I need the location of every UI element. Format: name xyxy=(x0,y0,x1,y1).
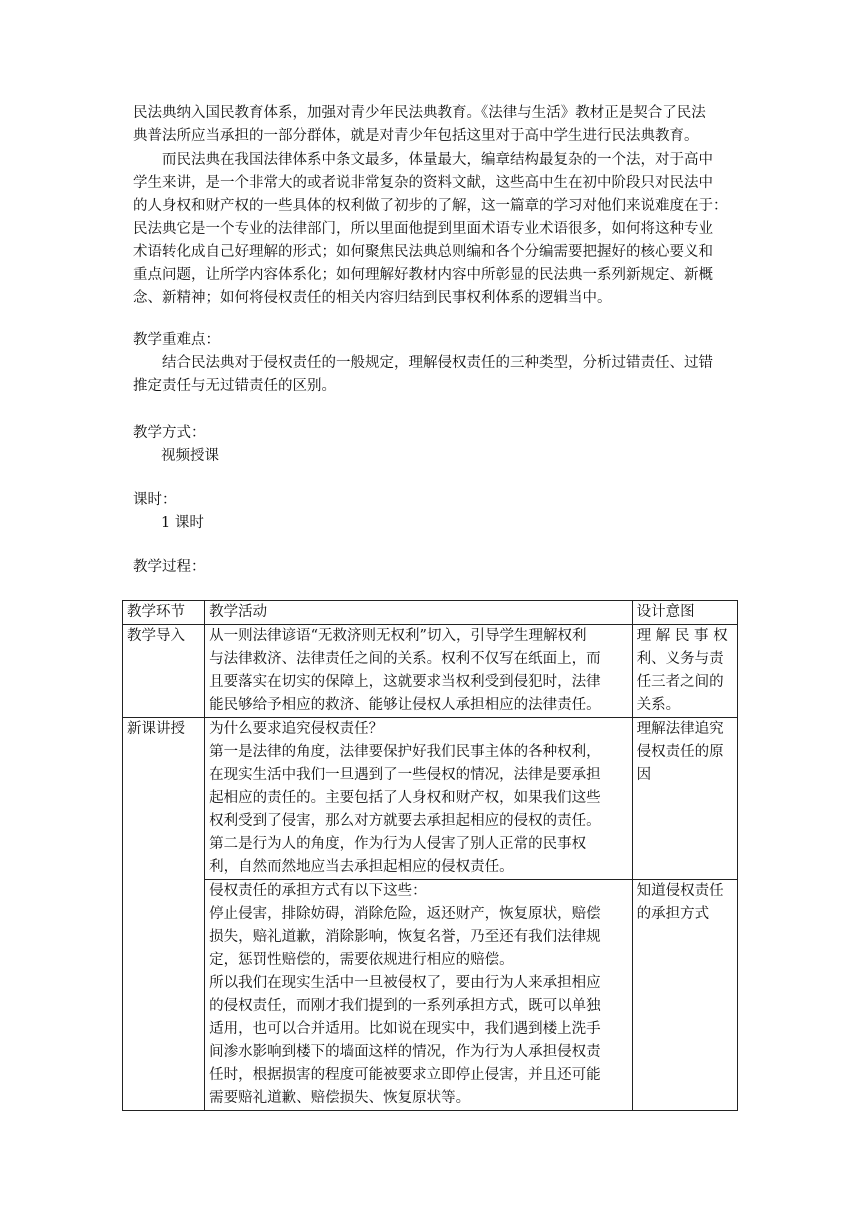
activity-cell xyxy=(205,718,633,880)
table-row xyxy=(123,625,738,718)
cell-line: 起相应的责任的。主要包括了人身权和财产权，如果我们这些 xyxy=(209,790,601,806)
stage-cell: 新课讲授 xyxy=(123,718,205,1111)
text-line: 典普法所应当承担的一部分群体，就是对青少年包括这里对于高中学生进行民法典教育。 xyxy=(133,128,699,144)
text-line: 重点问题，让所学内容体系化；如何理解好教材内容中所彰显的民法典一系列新规定、新概 xyxy=(133,267,713,283)
cell-line: 在现实生活中我们一旦遇到了一些侵权的情况，法律是要承担 xyxy=(209,767,601,783)
cell-line: 定，惩罚性赔偿的，需要依规进行相应的赔偿。 xyxy=(209,952,514,968)
text-line: 念、新精神；如何将侵权责任的相关内容归结到民事权利体系的逻辑当中。 xyxy=(133,290,612,306)
text-line: 的人身权和财产权的一些具体的权利做了初步的了解，这一篇章的学习对他们来说难度在于： xyxy=(133,198,728,214)
difficulty-paragraph xyxy=(133,149,737,310)
teaching-process-table xyxy=(122,600,738,1111)
cell-line: 侵权责任的承担方式有以下这些： xyxy=(209,883,427,899)
key-points-label: 教学重难点： xyxy=(133,332,220,348)
cell-line: 的侵权责任，而刚才我们提到的一系列承担方式，既可以单独 xyxy=(209,998,601,1014)
header-activity: 教学活动 xyxy=(205,601,633,625)
cell-line: 能民够给予相应的救济、能够让侵权人承担相应的法律责任。 xyxy=(209,697,601,713)
header-intent: 设计意图 xyxy=(632,601,737,625)
key-points-paragraph xyxy=(133,352,737,398)
cell-line: 第二是行为人的角度，作为行为人侵害了别人正常的民事权 xyxy=(209,836,587,852)
cell-line: 利、义务与责 xyxy=(636,651,724,667)
text-line: 结合民法典对于侵权责任的一般规定，理解侵权责任的三种类型，分析过错责任、过错 xyxy=(162,355,713,371)
table-header-row xyxy=(123,601,738,625)
cell-line: 任时，根据损害的程度可能被要求立即停止侵害，并且还可能 xyxy=(209,1067,601,1083)
method-label: 教学方式： xyxy=(133,425,206,441)
text-line: 而民法典在我国法律体系中条文最多，体量最大，编章结构最复杂的一个法，对于高中 xyxy=(162,152,713,168)
cell-line: 关系。 xyxy=(636,697,681,713)
cell-line: 任三者之间的 xyxy=(636,674,724,690)
cell-line: 第一是法律的角度，法律要保护好我们民事主体的各种权利， xyxy=(209,744,601,760)
activity-cell xyxy=(205,625,633,718)
cell-line: 损失，赔礼道歉，消除影响，恢复名誉，乃至还有我们法律规 xyxy=(209,929,601,945)
text-line: 术语转化成自己好理解的形式；如何聚焦民法典总则编和各个分编需要把握好的核心要义和 xyxy=(133,244,713,260)
cell-line: 适用，也可以合并适用。比如说在现实中，我们遇到楼上洗手 xyxy=(209,1021,601,1037)
activity-cell xyxy=(205,880,633,1111)
text-line: 民法典它是一个专业的法律部门，所以里面他提到里面术语专业术语很多，如何将这种专业 xyxy=(133,221,713,237)
cell-line: 停止侵害，排除妨碍，消除危险，返还财产，恢复原状，赔偿 xyxy=(209,906,601,922)
cell-line: 理 解 民 事 权 xyxy=(636,628,728,644)
cell-line: 利，自然而然地应当去承担起相应的侵权责任。 xyxy=(209,859,514,875)
text-line: 民法典纳入国民教育体系，加强对青少年民法典教育。《法律与生活》教材正是契合了民法 xyxy=(133,105,706,121)
table-row xyxy=(123,718,738,880)
process-label: 教学过程： xyxy=(133,559,206,575)
cell-line: 与法律救济、法律责任之间的关系。权利不仅写在纸面上，而 xyxy=(209,651,601,667)
header-stage: 教学环节 xyxy=(123,601,205,625)
intro-paragraph xyxy=(133,102,737,148)
cell-line: 知道侵权责任 xyxy=(636,883,724,899)
intent-cell xyxy=(632,718,737,880)
stage-cell: 教学导入 xyxy=(123,625,205,718)
intent-cell xyxy=(632,625,737,718)
cell-line: 为什么要求追究侵权责任？ xyxy=(209,721,384,737)
intent-cell xyxy=(632,880,737,1111)
cell-line: 且要落实在切实的保障上，这就要求当权利受到侵犯时，法律 xyxy=(209,674,601,690)
method-value: 视频授课 xyxy=(161,448,219,464)
cell-line: 所以我们在现实生活中一旦被侵权了，要由行为人来承担相应 xyxy=(209,975,601,991)
text-line: 学生来讲，是一个非常大的或者说非常复杂的资料文献，这些高中生在初中阶段只对民法中 xyxy=(133,175,713,191)
table-row xyxy=(123,880,738,1111)
cell-line: 理解法律追究 xyxy=(636,721,724,737)
cell-line: 从一则法律谚语“无救济则无权利”切入，引导学生理解权利 xyxy=(209,628,587,644)
cell-line: 侵权责任的原 xyxy=(636,744,724,760)
hours-value: 1 课时 xyxy=(161,515,204,531)
cell-line: 的承担方式 xyxy=(636,906,710,922)
hours-label: 课时： xyxy=(133,492,177,508)
cell-line: 权利受到了侵害，那么对方就要去承担起相应的侵权的责任。 xyxy=(209,813,601,829)
cell-line: 需要赔礼道歉、赔偿损失、恢复原状等。 xyxy=(209,1090,471,1106)
cell-line: 间渗水影响到楼下的墙面这样的情况，作为行为人承担侵权责 xyxy=(209,1044,601,1060)
text-line: 推定责任与无过错责任的区别。 xyxy=(133,378,336,394)
cell-line: 因 xyxy=(636,767,652,783)
